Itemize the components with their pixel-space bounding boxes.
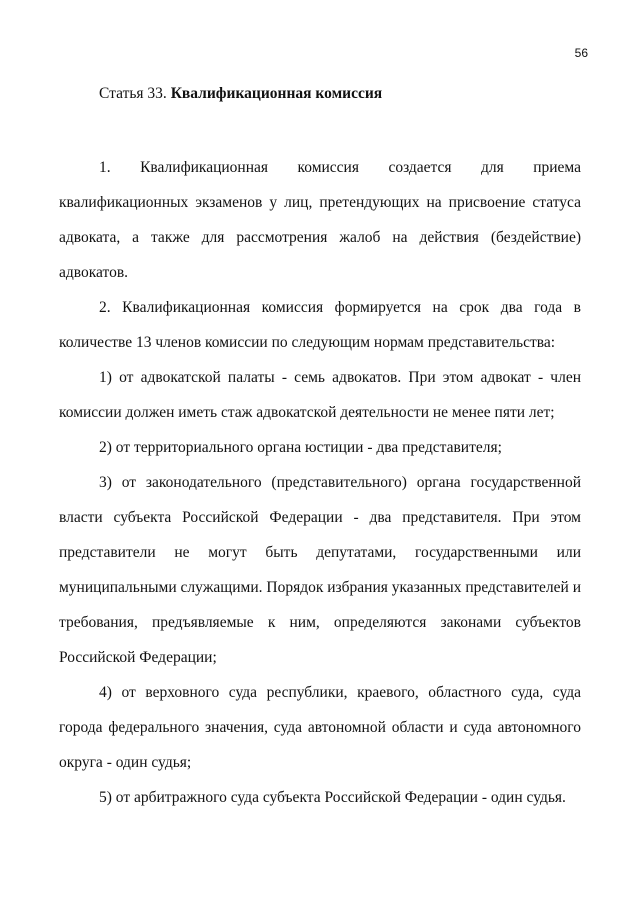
list-item-4: 4) от верховного суда республики, краевого, областного суда, суда города федерального значения, суда автономной области и суда автономного округа - один судья; <box>59 684 581 771</box>
list-item-5: 5) от арбитражного суда субъекта Российской Федерации - один судья. <box>99 789 566 806</box>
article-body <box>59 150 581 815</box>
list-item-3: 3) от законодательного (представительного) органа государственной власти субъекта Российской Федерации - два представителя. При этом представители не могут быть депутатами, государственными или муниципальными служащими. Порядок избрания указанных представителей и требования, предъявляемые к ним, определяются законами субъектов Российской Федерации; <box>59 474 581 666</box>
article-heading <box>99 85 382 103</box>
page-number: 56 <box>574 46 588 60</box>
list-item-2: 2) от территориального органа юстиции - два представителя; <box>99 439 502 456</box>
list-item-1: 1) от адвокатской палаты - семь адвокатов. При этом адвокат - член комиссии должен иметь стаж адвокатской деятельности не менее пяти лет; <box>59 369 581 421</box>
paragraph-2: 2. Квалификационная комиссия формируется на срок два года в количестве 13 членов комиссии по следующим нормам представительства: <box>59 299 581 351</box>
paragraph-1: 1. Квалификационная комиссия создается для приема квалификационных экзаменов у лиц, претендующих на присвоение статуса адвоката, а также для рассмотрения жалоб на действия (бездействие) адвокатов. <box>59 159 581 281</box>
article-number: Статья 33. <box>99 85 167 102</box>
article-title: Квалификационная комиссия <box>170 85 383 102</box>
